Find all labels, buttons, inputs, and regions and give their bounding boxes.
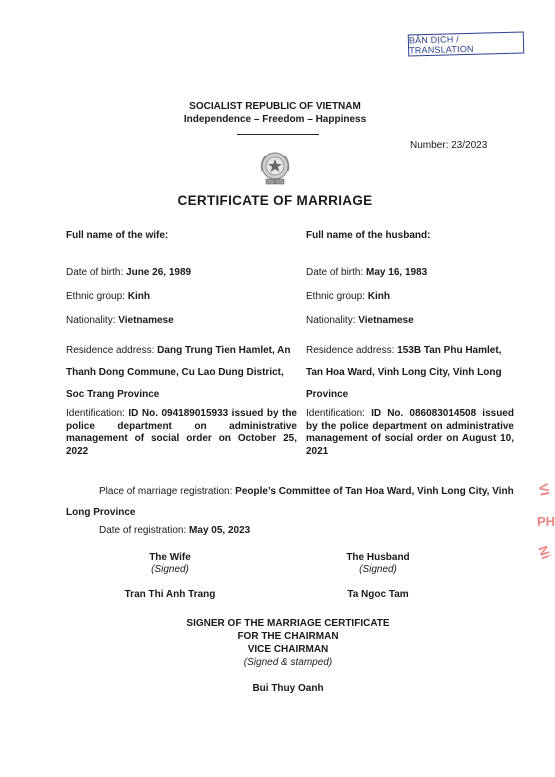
header-divider (237, 134, 319, 135)
husband-heading: Full name of the husband: (306, 230, 431, 241)
wife-ethnic-label: Ethnic group: (66, 291, 128, 302)
husband-dob (306, 267, 518, 278)
husband-ethnic-label: Ethnic group: (306, 291, 368, 302)
wife-residence-value: Dang Trung Tien Hamlet, An Thanh Dong Commune, Cu Lao Dung District, Soc Trang Province (66, 345, 291, 400)
signer-line-4: (Signed & stamped) (243, 657, 333, 668)
wife-signature-block (110, 552, 230, 600)
country-name: SOCIALIST REPUBLIC OF VIETNAM (189, 101, 361, 112)
wife-id-label: Identification: (66, 408, 129, 419)
wife-signed-note: (Signed) (151, 564, 189, 575)
husband-dob-value: May 16, 1983 (366, 267, 428, 278)
wife-nationality-label: Nationality: (66, 315, 119, 326)
husband-residence (306, 340, 511, 406)
document-title: CERTIFICATE OF MARRIAGE (177, 193, 373, 208)
registration-date-value: May 05, 2023 (189, 525, 251, 536)
wife-identification (66, 408, 297, 458)
wife-ethnic-value: Kinh (127, 291, 150, 302)
edge-seal-mark-3: Ni (535, 543, 554, 562)
signer-line-2: FOR THE CHAIRMAN (237, 631, 339, 642)
wife-dob-label: Date of birth: (66, 267, 127, 278)
edge-seal-mark-2: PH (537, 514, 555, 529)
husband-nationality (306, 315, 518, 326)
edge-seal-mark-1: VI (535, 482, 553, 497)
wife-residence (66, 340, 296, 406)
wife-dob-value: June 26, 1989 (126, 267, 192, 278)
husband-nationality-label: Nationality: (306, 315, 359, 326)
wife-dob (66, 267, 298, 278)
husband-dob-label: Date of birth: (306, 267, 367, 278)
registration-date (99, 525, 250, 536)
wife-heading: Full name of the wife: (66, 230, 169, 241)
husband-role: The Husband (346, 552, 410, 563)
wife-residence-label: Residence address: (66, 345, 158, 356)
wife-role: The Wife (149, 552, 191, 563)
husband-residence-value: 153B Tan Phu Hamlet, Tan Hoa Ward, Vinh Long City, Vinh Long Province (306, 345, 502, 400)
registration-place-label: Place of marriage registration: (99, 486, 236, 497)
wife-signer-name: Tran Thi Anh Trang (124, 589, 216, 600)
signer-line-1: SIGNER OF THE MARRIAGE CERTIFICATE (186, 618, 390, 629)
official-signer-block (168, 617, 408, 695)
wife-id-value: ID No. 094189015933 issued by the police department on administrative management of social order on October 25, 2022 (66, 408, 297, 457)
husband-residence-label: Residence address: (306, 345, 398, 356)
official-signer-name: Bui Thuy Oanh (252, 683, 324, 694)
husband-ethnic-value: Kinh (367, 291, 390, 302)
husband-signature-block (318, 552, 438, 600)
national-motto: Independence – Freedom – Happiness (183, 114, 367, 125)
husband-id-label: Identification: (306, 408, 372, 419)
registration-place-value: People’s Committee of Tan Hoa Ward, Vinh Long City, Vinh Long Province (66, 486, 514, 518)
registration-date-label: Date of registration: (99, 525, 190, 536)
translation-stamp: BẢN DỊCH / TRANSLATION (408, 31, 525, 56)
husband-identification (306, 408, 514, 458)
national-emblem-icon (254, 149, 296, 187)
wife-nationality (66, 315, 298, 326)
husband-id-value: ID No. 086083014508 issued by the police department on administrative management of social order on August 10, 2021 (306, 408, 514, 457)
certificate-number: Number: 23/2023 (410, 140, 488, 151)
registration-place (66, 481, 521, 523)
husband-ethnic (306, 291, 518, 302)
husband-signer-name: Ta Ngoc Tam (347, 589, 409, 600)
wife-nationality-value: Vietnamese (118, 315, 174, 326)
husband-nationality-value: Vietnamese (358, 315, 414, 326)
signer-line-3: VICE CHAIRMAN (247, 644, 329, 655)
husband-signed-note: (Signed) (359, 564, 397, 575)
wife-ethnic (66, 291, 298, 302)
